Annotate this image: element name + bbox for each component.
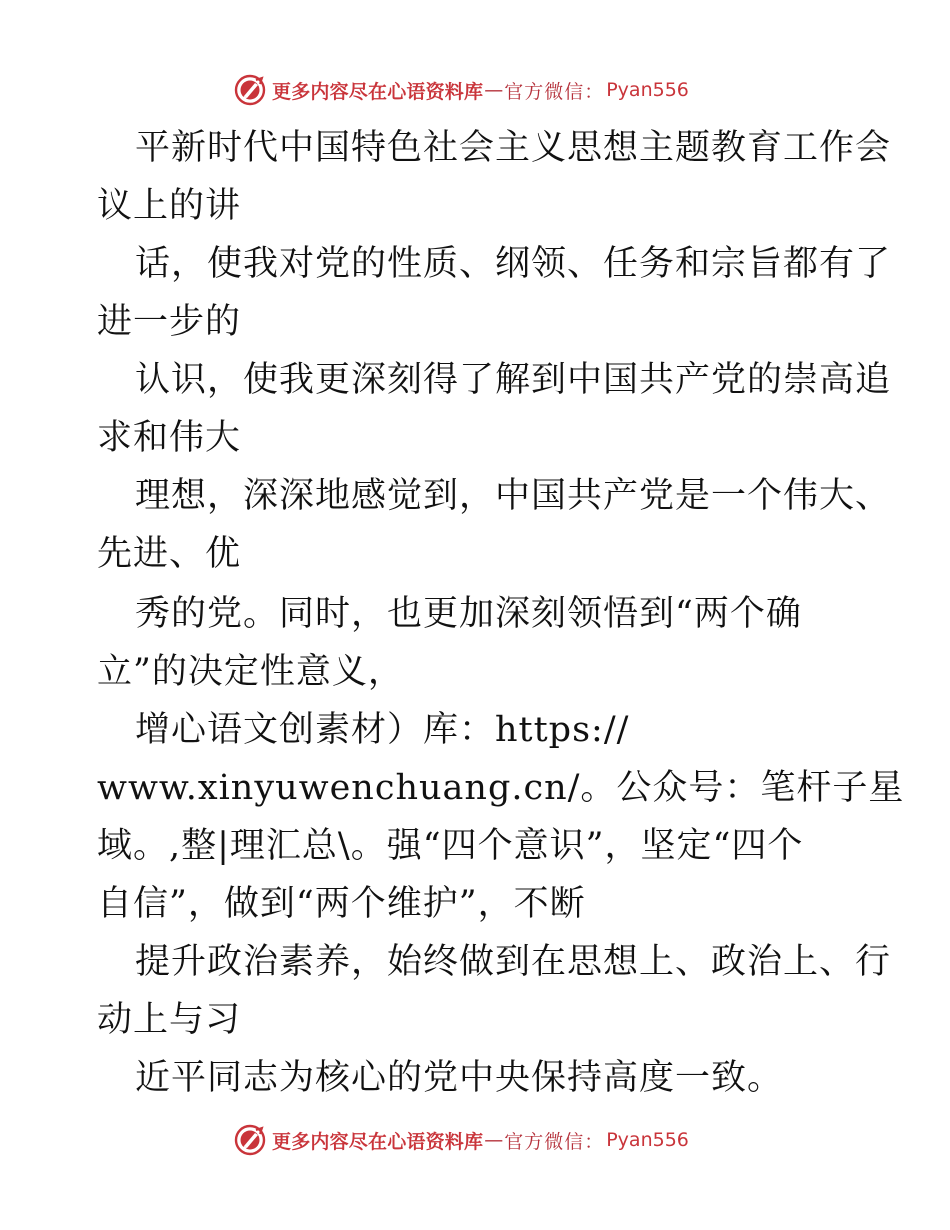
quill-pen-seal-icon — [234, 74, 266, 106]
watermark-separator: — — [484, 79, 504, 101]
watermark-wechat-id: Pyan556 — [606, 79, 689, 101]
watermark-wechat-label: 官方微信： — [504, 1130, 605, 1153]
body-line-6: 求和伟大 — [97, 418, 242, 458]
body-line-9: 秀的党。同时，也更加深刻领悟到“两个确 — [135, 594, 802, 634]
body-line-8: 先进、优 — [97, 534, 242, 574]
body-line-16: 动上与习 — [97, 1000, 242, 1040]
body-line-10: 立”的决定性意义， — [97, 652, 404, 692]
watermark-library-text: 更多内容尽在心语资料库 — [272, 1130, 484, 1153]
body-line-5: 认识，使我更深刻得了解到中国共产党的崇高追 — [135, 360, 892, 400]
body-line-14: 自信”，做到“两个维护”，不断 — [97, 884, 586, 924]
body-line-11: 增心语文创素材）库：https:// — [135, 710, 630, 750]
watermark-wechat-label: 官方微信： — [504, 80, 605, 103]
body-line-2: 议上的讲 — [97, 186, 242, 226]
body-line-7: 理想，深深地感觉到，中国共产党是一个伟大、 — [135, 476, 892, 516]
footer-watermark — [234, 1123, 689, 1157]
watermark-wechat-id: Pyan556 — [606, 1129, 689, 1151]
header-watermark — [234, 73, 689, 107]
body-line-4: 进一步的 — [97, 302, 242, 342]
body-line-17: 近平同志为核心的党中央保持高度一致。 — [135, 1058, 784, 1098]
body-line-15: 提升政治素养，始终做到在思想上、政治上、行 — [135, 942, 892, 982]
body-line-1: 平新时代中国特色社会主义思想主题教育工作会 — [135, 128, 892, 168]
watermark-library-text: 更多内容尽在心语资料库 — [272, 80, 484, 103]
watermark-separator: — — [484, 1129, 504, 1151]
body-line-12: www.xinyuwenchuang.cn/。公众号：笔杆子星 — [97, 768, 905, 808]
quill-pen-seal-icon — [234, 1124, 266, 1156]
body-line-3: 话，使我对党的性质、纲领、任务和宗旨都有了 — [135, 244, 892, 284]
body-line-13: 域。,整|理汇总\。强“四个意识”，坚定“四个 — [97, 826, 804, 866]
